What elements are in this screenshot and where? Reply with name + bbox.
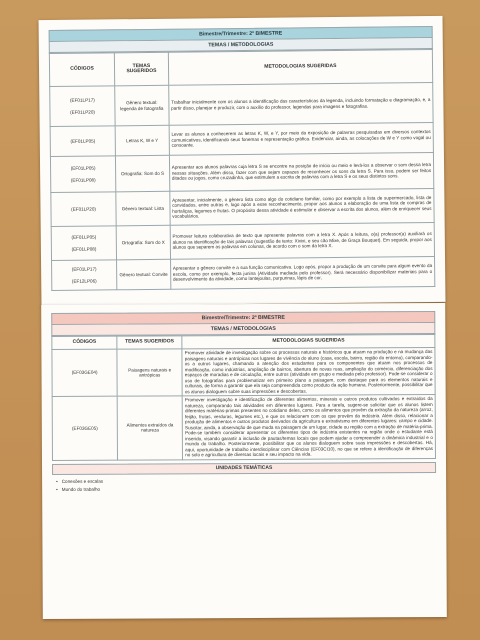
header-codes: CÓDIGOS: [49, 53, 114, 87]
row-methodology: Levar os alunos a conhecerem as letras K, W, e Y, por meio da exposição de palavras pesquisadas em diversos contextos comunicativos, identificando seus fonemas e representação gráfica. Evidenciar, ainda, as colocações de W e Y como vogal ou consoante.: [169, 122, 434, 155]
header-themes: TEMAS SUGERIDOS: [117, 336, 182, 349]
row-methodology: Promover leitura colaborativa de texto que apresente palavras com a letra X. Após a leitura, o(a) professor(a) auxiliará os alunos na identificação de tais palavras (sugestão de texto: Xixixi, e seu cão Mixe, de Graça Bouquet). Em seguida, propor aos alunos que separem as palavras em colunas, de acordo com o som da letra X.: [170, 222, 435, 259]
row-codes: (EF03GE05): [52, 396, 117, 460]
row-codes: (EF01LP05) (EF01LP08): [51, 226, 116, 261]
row-theme: Gênero textual: Lista: [116, 191, 170, 226]
units-title: UNIDADES TEMÁTICAS: [52, 461, 436, 474]
row-theme: Gênero textual: legenda de fotografia: [115, 85, 169, 126]
row-theme: Paisagens naturais e antrópicas: [117, 349, 182, 396]
row-methodology: Apresentar aos alunos palavras cuja letra S se encontre na posição de início ou meio e levá-los a observar o som dessa letra nessas situações. Além disso, fazer com que sejam capazes de reconhecer os sons da letra S. Para isso, podem ser feitos ditados ou jogos, como cruzadinha, que estimulem a escrita de palavras com a letra S e os seus distintos sons.: [169, 152, 434, 191]
row-methodology: Trabalhar inicialmente com os alunos a identificação das características da legenda, incluindo formatação e diagramação, e, a partir disso, planejar e produzir, com o auxílio do professor, legendas para imagens e fotografias.: [168, 82, 433, 125]
row-theme: Ortografia: Som do S: [116, 155, 170, 192]
list-item: • Conexões e escalas: [56, 476, 436, 483]
methodology-table-2: [51, 334, 436, 461]
table-row: [50, 122, 433, 156]
row-theme: Gênero textual: Convite: [117, 259, 171, 290]
header-themes: TEMAS SUGERIDOS: [114, 52, 168, 86]
sheet2-title: Bimestre/Trimestre: 2º BIMESTRE: [51, 311, 435, 325]
row-codes: (EF03GE04): [52, 349, 117, 396]
table-row: [52, 256, 435, 290]
row-theme: Letras K, W e Y: [115, 125, 169, 156]
table-row: [52, 394, 435, 460]
row-codes: (EF01LP05) (EF01LP08): [50, 156, 115, 193]
row-methodology: Apresentar, inicialmente, o gênero lista como algo do cotidiano familiar, como por exemplo a lista de supermercado, lista de convidados, entre outras e, logo após a esse reconhecimento, propor aos alunos a elaboração de uma lista de compras de hortaliças, legumes e frutas. O propósito dessa atividade é estimular e observar a escrita dos alunos, além de enriquecer seus vocabulários.: [170, 188, 435, 225]
sheet2-subtitle: TEMAS / METODOLOGIAS: [51, 323, 435, 336]
units-list: [56, 476, 436, 491]
list-item: • Mundo do trabalho: [56, 484, 436, 491]
row-methodology: Apresentar o gênero convite e a sua função comunicativa. Logo após, propor a produção de um convite para algum evento da escola, como por exemplo, festa junina (Atividade mediada pelo professor). Será necessário disponibilizar materiais para o desenvolvimento da atividade, como lantejoulas, purpurinas, lápis de cor,: [170, 256, 435, 289]
document-sheet-geography: [41, 303, 447, 619]
row-methodology: Promover atividade de investigação sobre os processos naturais e históricos que atuam na produção e na mudança das paisagens naturais e antrópicas nos lugares de vivência do aluno (casa, escola, bairro, região do entorno), comparando-os a outros lugares, chamando a atenção dos estudantes para os componentes que atuam nos processos de modificação, como indústrias, ampliação de bairros, abertura de novas ruas, ampliação do comércio, diferenciação dos espaços de moradias e de circulação, entre outros (atividade em grupo e mediada pelo professor). Pode-se considerar o uso de fotografias para problematizar em primeiro plano a paisagem, com destaque para os elementos naturais e culturais, de forma a garantir que ela seja compreendida como produto da ação humana. Posteriormente, possibilitar que os alunos dialoguem sobre suas impressões e descobertas.: [182, 347, 435, 395]
row-theme: Ortografia: Som do X: [116, 225, 170, 260]
sheet1-title: Bimestre/Trimestre: 2º BIMESTRE: [49, 26, 433, 42]
header-methods: METODOLOGIAS SUGERIDAS: [182, 334, 435, 348]
table-row: [52, 347, 435, 396]
document-sheet-language: [39, 16, 446, 306]
row-methodology: Promover investigação e identificação de diferentes alimentos, minerais e outros produtos cultivados e extraídos da natureza, comparando tais atividades em diferentes lugares. Para a tarefa, sugere-se solicitar que os alunos listem diferentes matérias-primas presentes no cotidiano deles, como os alimentos que provêm da extração da natureza (arroz, feijão, frutas, verduras, legumes etc.), e que os relacionem com os que provêm da indústria. Além disso, relacionar a produção de alimentos e outros produtos derivados da agricultura e extrativismo em diferentes lugares: campo e cidade. Suscitar, ainda, a observação de que muda na paisagem de um lugar, cidade ou região com a extração de matéria-prima. Pode-se também considerar apresentar os diferentes tipos de indústria existentes na região onde o estudante está inserido, visando garantir a inclusão de pautas/temas locais que podem ajudar a compreender a dinâmica industrial e o mundo do trabalho. Posteriormente, possibilitar que os alunos dialoguem sobre suas impressões e descobertas. Há, aqui, oportunidade de trabalho interdisciplinar com Ciências (EF03CI10), no que se refere à identificação de diferenças no solo e agricultura de diversas locais e seu impacto na vida.: [182, 394, 435, 459]
table-row: [50, 152, 433, 192]
table-row: [50, 82, 433, 126]
header-codes: CÓDIGOS: [52, 336, 117, 349]
sheet1-subtitle: TEMAS / METODOLOGIAS: [49, 38, 433, 53]
methodology-table-1: [49, 49, 435, 291]
row-codes: (EF01LP17) (EF12LP06): [52, 260, 117, 291]
row-codes: (EF01LP20): [51, 192, 116, 227]
row-codes: (EF01LP05): [50, 126, 115, 157]
header-methods: METODOLOGIAS SUGERIDAS: [168, 50, 433, 86]
table-row: [51, 188, 434, 226]
row-theme: Alimentos extraídos da natureza: [117, 396, 182, 460]
table-row: [51, 222, 434, 260]
row-codes: (EF01LP17) (EF01LP20): [50, 86, 116, 127]
